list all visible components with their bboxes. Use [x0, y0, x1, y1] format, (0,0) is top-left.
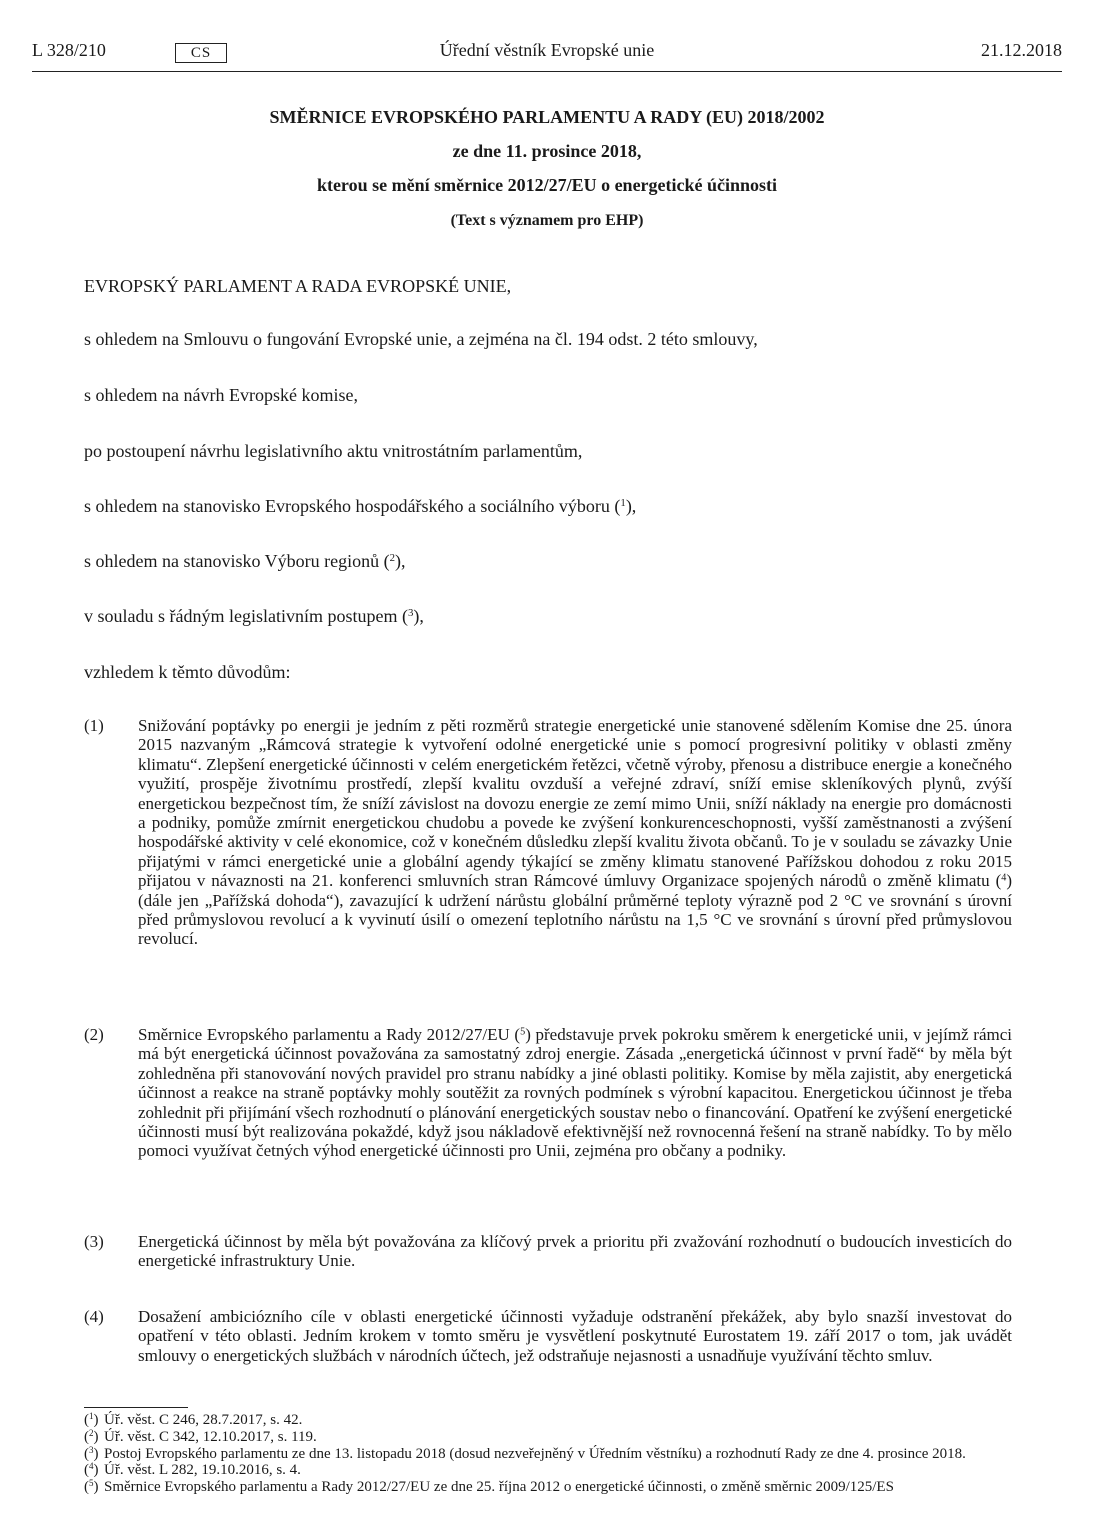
- document-subject: kterou se mění směrnice 2012/27/EU o energetické účinnosti: [316, 175, 778, 195]
- preamble-institutions: EVROPSKÝ PARLAMENT A RADA EVROPSKÉ UNIE,: [84, 276, 512, 296]
- recital-text: Snižování poptávky po energii je jedním z pěti rozměrů strategie energetické unie stanovené sdělením Komise dne 25. února 2015 nazvaným „Rámcová strategie k vytvoření odolné energetické unie s pomocí progresivní politiky v oblasti změny klimatu“. Zlepšení energetické účinnosti v celém energetickém řetězci, včetně výroby, přenosu a distribuce energie a konečného využití, prospěje životnímu prostředí, zlepší kvalitu ovzduší a veřejné zdraví, sníží emise skleníkových plynů, zvýší energetickou bezpečnost tím, že sníží závislost na dovozu energie ze zemí mimo Unii, sníží náklady na energie pro domácnosti a podniky, pomůže zmírnit energetickou chudobu a povede ke zvýšení konkurenceschopnosti, vyšší zaměstnanosti a zvýšení hospodářské aktivity v celé ekonomice, což v konečném důsledku zlepší kvalitu života občanů. To je v souladu se závazky Unie přijatými v rámci energetické unie a globální agendy týkající se změny klimatu stanovené Pařížskou dohodou z roku 2015 přijatou v návaznosti na 21. konferenci smluvních stran Rámcové úmluvy Organizace spojených národů o změně klimatu ($^4$) (dále jen „Pařížská dohoda“), zavazující k udržení nárůstu globální průměrné teploty výrazně pod 2 °C ve srovnání s úrovní před průmyslovou revolucí a k vyvinutí úsilí o omezení teplotního nárůstu na 1,5 °C ve srovnání s úrovní před průmyslovou revolucí.: [138, 716, 1012, 949]
- footnotes: [84, 1412, 1012, 1496]
- recital-text: Směrnice Evropského parlamentu a Rady 2012/27/EU ($^5$) představuje prvek pokroku směrem k energetické unii, v jejímž rámci má být energetická účinnost považována za samostatný zdroj energie. Zásada „energetická účinnost v první řadě“ by měla být zohledněna při stanovování nových pravidel pro stranu nabídky a jiné oblasti politiky. Komise by měla zajistit, aby energetická účinnost a reakce na straně poptávky mohly soutěžit za rovných podmínek s výrobní kapacitou. Energetickou účinnost je třeba zohlednit při přijímání všech rozhodnutí o plánování energetických soustav nebo o financování. Opatření ke zvýšení energetické účinnosti musí být realizována pokaždé, když jsou nákladově efektivnější než rovnocenná řešení na straně nabídky. To by mělo pomoci využívat četných výhod energetické účinnosti pro Unii, zejména pro občany a podniky.: [138, 1025, 1012, 1161]
- publication-date: 21.12.2018: [981, 40, 1062, 60]
- recital-number: (1): [84, 716, 104, 735]
- document-title: SMĚRNICE EVROPSKÉHO PARLAMENTU A RADY (EU) 2018/2002: [269, 107, 825, 127]
- page-reference: L 328/210: [32, 40, 106, 60]
- preamble-treaty: s ohledem na Smlouvu o fungování Evropské unie, a zejména na čl. 194 odst. 2 této smlouvy,: [84, 329, 758, 349]
- footnote-ref[interactable]: 2: [389, 552, 396, 565]
- preamble-regions: s ohledem na stanovisko Výboru regionů ($^2$),: [84, 551, 406, 571]
- journal-title: Úřední věstník Evropské unie: [439, 40, 655, 60]
- preamble-whereas: vzhledem k těmto důvodům:: [84, 662, 291, 682]
- footnote-ref[interactable]: 5: [520, 1026, 526, 1038]
- recital-text: Energetická účinnost by měla být považována za klíčový prvek a prioritu při zvažování rozhodnutí o budoucích investicích do energetické infrastruktury Unie.: [138, 1232, 1012, 1271]
- header-divider: [32, 71, 1062, 72]
- footnote: ($^1$) Úř. věst. C 246, 28.7.2017, s. 42.: [84, 1411, 303, 1428]
- preamble-eesc: s ohledem na stanovisko Evropského hospodářského a sociálního výboru ($^1$),: [84, 496, 637, 516]
- footnote-ref[interactable]: 4: [1001, 872, 1007, 884]
- recital-number: (4): [84, 1307, 104, 1326]
- footnote-ref[interactable]: 1: [620, 497, 626, 510]
- footnote: ($^5$) Směrnice Evropského parlamentu a Rady 2012/27/EU ze dne 25. října 2012 o energetické účinnosti, o změně směrnic 2009/125/ES: [84, 1478, 894, 1496]
- recital-text: Dosažení ambiciózního cíle v oblasti energetické účinnosti vyžaduje odstranění překážek, aby bylo snazší investovat do opatření v této oblasti. Jedním krokem v tomto směru je vysvětlení poskytnuté Eurostatem 19. září 2017 o tom, jak uvádět smlouvy o energetických službách v národních účtech, jež odstraňuje nejasnosti a usnadňuje využívání těchto smluv.: [138, 1307, 1012, 1365]
- recital-number: (2): [84, 1025, 104, 1044]
- eea-relevance-note: (Text s významem pro EHP): [450, 212, 644, 229]
- document-date-line: ze dne 11. prosince 2018,: [452, 141, 642, 161]
- footnote: ($^3$) Postoj Evropského parlamentu ze dne 13. listopadu 2018 (dosud nezveřejněný v Úředním věstníku) a rozhodnutí Rady ze dne 4. prosince 2018.: [84, 1444, 966, 1462]
- preamble-commission: s ohledem na návrh Evropské komise,: [84, 385, 358, 405]
- footnote: ($^4$) Úř. věst. L 282, 19.10.2016, s. 4.: [84, 1461, 301, 1479]
- language-badge: CS: [175, 43, 227, 63]
- page-header: [32, 40, 1062, 66]
- footnote-divider: [84, 1407, 188, 1408]
- preamble-national-parliaments: po postoupení návrhu legislativního aktu vnitrostátním parlamentům,: [84, 441, 583, 461]
- footnote-ref[interactable]: 3: [407, 607, 414, 620]
- preamble-procedure: v souladu s řádným legislativním postupem ($^3$),: [84, 606, 424, 626]
- footnote: ($^2$) Úř. věst. C 342, 12.10.2017, s. 119.: [84, 1427, 317, 1445]
- recital-number: (3): [84, 1232, 104, 1251]
- document-title-block: [32, 104, 1062, 242]
